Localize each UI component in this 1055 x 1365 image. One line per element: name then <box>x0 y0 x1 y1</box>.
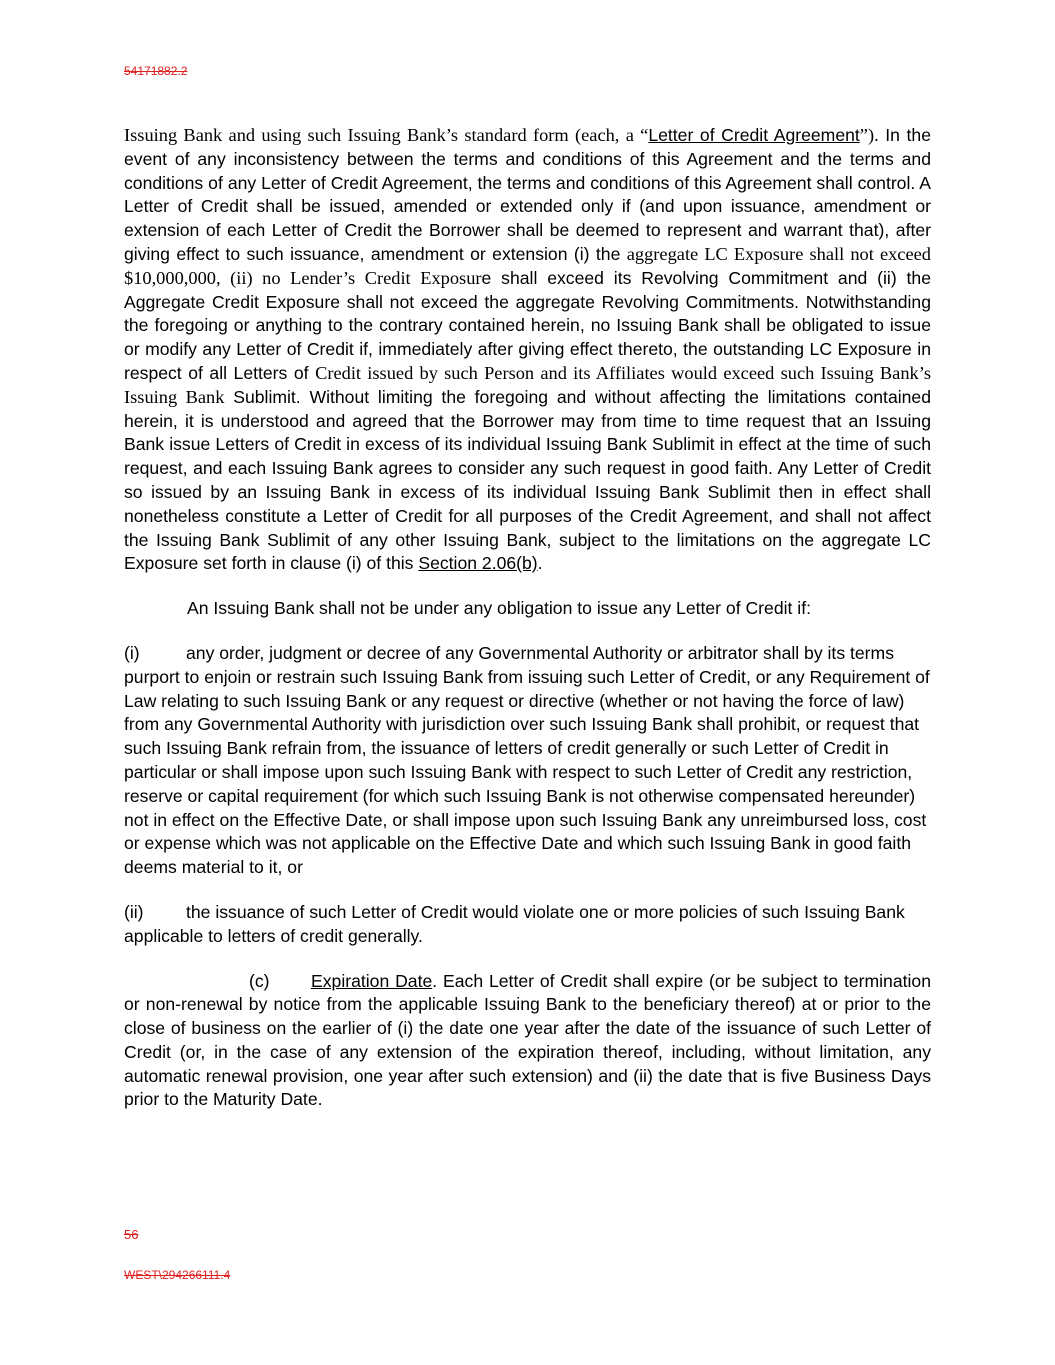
item-ii-text: the issuance of such Letter of Credit would violate one or more policies of such Issuing Bank applicable to letters of credit generally. <box>124 901 905 946</box>
paragraph-letter-of-credit-terms <box>124 124 931 576</box>
list-item-i <box>124 642 931 880</box>
para1-text-c: e shall exceed its Revolving Commitment and (ii) the Aggregate Credit Exposure shall not exceed the aggregate Revolving Commitments. Notwithstanding the foregoing or anything to the contrary contained herein, no Issuing Bank shall be obligated to issue or modify any Letter of Credit if, immediately after giving effect thereto, the outstanding LC Exposure in respect of all Letters of <box>124 267 931 383</box>
list-item-ii <box>124 901 931 949</box>
document-body <box>124 124 931 1112</box>
defined-term-letter-of-credit-agreement: Letter of Credit Agreement <box>648 125 860 145</box>
para1-serif-d: Credit issued by such Person and its Affiliates would exceed such Issuing Bank’s Issuing Bank <box>124 362 932 407</box>
item-i-number: (i) <box>124 642 140 663</box>
para1-end: . <box>537 553 543 574</box>
item-i-text: any order, judgment or decree of any Governmental Authority or arbitrator shall by its terms purport to enjoin or restrain such Issuing Bank from issuing such Letter of Credit, or any Requirement of Law relating to such Issuing Bank or any request or directive (whether or not having the force of law) from any Governmental Authority with jurisdiction over such Issuing Bank shall prohibit, or request that such Issuing Bank refrain from, the issuance of letters of credit generally or such Letter of Credit in particular or shall impose upon such Issuing Bank with respect to such Letter of Credit any restriction, reserve or capital requirement (for which such Issuing Bank is not otherwise compensated hereunder) not in effect on the Effective Date, or shall impose upon such Issuing Bank any unreimbursed loss, cost or expense which was not applicable on the Effective Date and which such Issuing Bank in good faith deems material to it, or <box>124 642 930 878</box>
para1-serif-b: aggregate LC Exposure shall not exceed $10,000,000, (ii) no Lender’s Credit Exposur <box>124 243 931 288</box>
para1-text-e: Sublimit. Without limiting the foregoing and without affecting the limitations contained herein, it is understood and agreed that the Borrower may from time to time request that an Issuing Bank issue Letters of Credit in excess of its individual Issuing Bank Sublimit in effect at the time of such request, and each Issuing Bank agrees to consider any such request in good faith. Any Letter of Credit so issued by an Issuing Bank in excess of its individual Issuing Bank Sublimit then in effect shall nonetheless constitute a Letter of Credit for all purposes of the Credit Agreement, and shall not affect the Issuing Bank Sublimit of any other Issuing Bank, subject to the limitations on the aggregate LC Exposure set forth in clause (i) of this <box>124 386 931 574</box>
header-doc-id: 54171882.2 <box>124 64 188 78</box>
para1-close-quote: ”). <box>859 125 879 145</box>
item-ii-number: (ii) <box>124 901 144 922</box>
page-number: 56 <box>124 1227 139 1242</box>
para1-text-a: In the event of any inconsistency between the terms and conditions of this Agreement and the terms and conditions of any Letter of Credit Agreement, the terms and conditions of this Agreement shall control. A Letter of Credit shall be issued, amended or extended only if (and upon issuance, amendment or extension of each Letter of Credit the Borrower shall be deemed to represent and warrant that), after giving effect to such issuance, amendment or extension (i) the <box>124 125 931 264</box>
section-reference-link[interactable]: Section 2.06(b) <box>418 553 538 574</box>
para1-lead: Issuing Bank and using such Issuing Bank’s standard form (each, a “ <box>124 125 649 145</box>
section-c-label: (c) <box>249 970 270 991</box>
footer-doc-id: WEST\294266111.4 <box>124 1268 231 1282</box>
section-c-title: Expiration Date <box>311 970 433 991</box>
paragraph-no-obligation <box>124 597 931 621</box>
section-c-expiration-date <box>124 970 931 1113</box>
section-c-text: . Each Letter of Credit shall expire (or be subject to termination or non-renewal by notice from the applicable Issuing Bank to the beneficiary thereof) at or prior to the close of business on the earlier of (i) the date one year after the date of the issuance of such Letter of Credit (or, in the case of any extension of the expiration thereof, including, without limitation, any automatic renewal provision, one year after such extension) and (ii) the date that is five Business Days prior to the Maturity Date. <box>124 970 931 1110</box>
no-obligation-text: An Issuing Bank shall not be under any obligation to issue any Letter of Credit if: <box>187 598 811 619</box>
